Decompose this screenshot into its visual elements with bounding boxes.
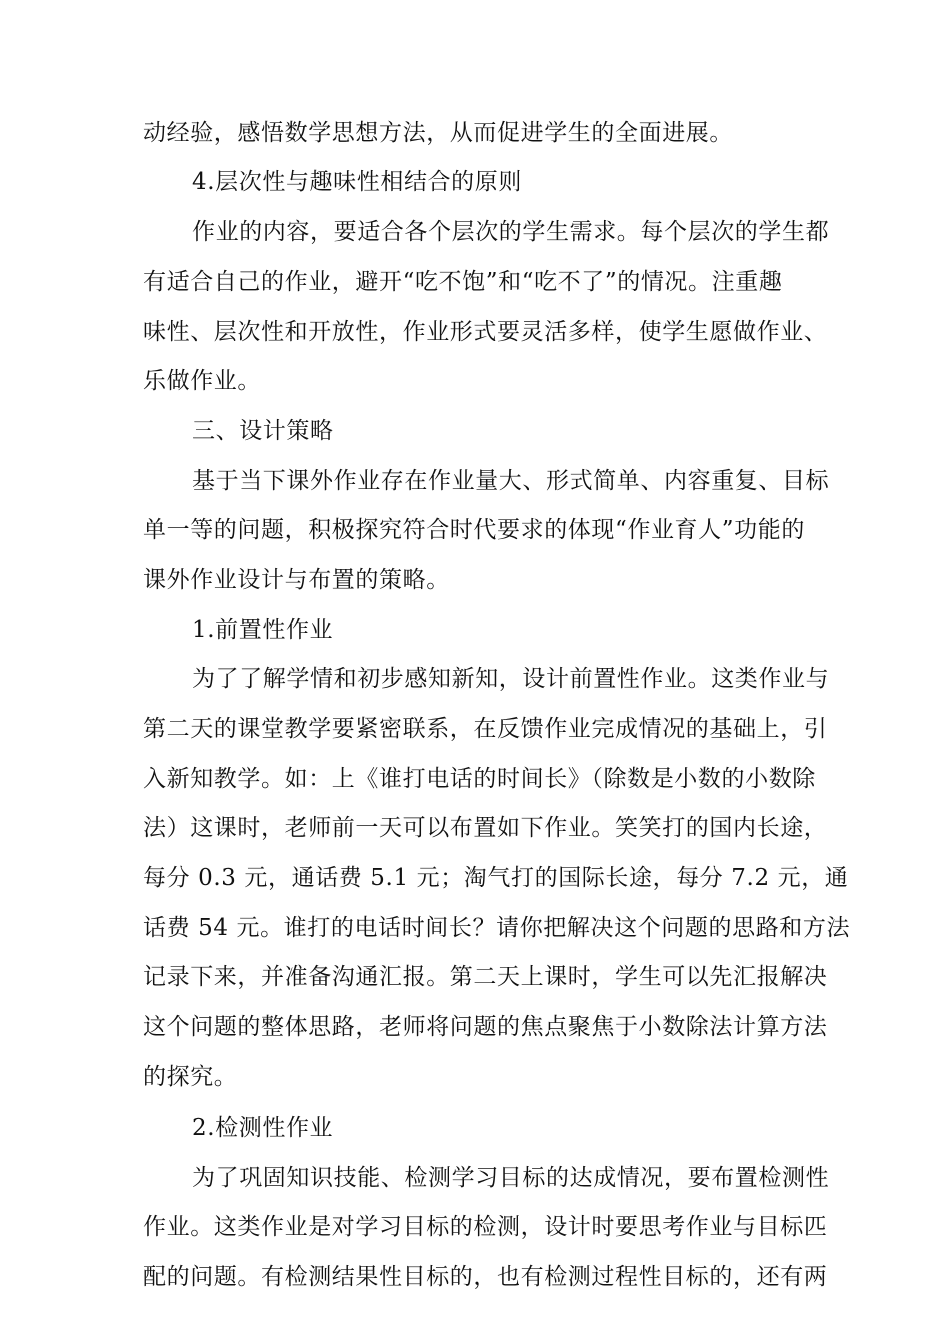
- paragraph-line: 作业的内容，要适合各个层次的学生需求。每个层次的学生都: [192, 219, 830, 245]
- paragraph-line: 乐做作业。: [143, 368, 261, 394]
- section-heading: 1.前置性作业: [192, 617, 334, 643]
- paragraph-line: 课外作业设计与布置的策略。: [143, 567, 450, 593]
- section-heading: 2.检测性作业: [192, 1115, 334, 1141]
- paragraph-line: 话费 54 元。谁打的电话时间长？请你把解决这个问题的思路和方法: [143, 915, 851, 941]
- paragraph-line: 动经验，感悟数学思想方法，从而促进学生的全面进展。: [143, 120, 733, 146]
- paragraph-line: 入新知教学。如：上《谁打电话的时间长》（除数是小数的小数除: [143, 766, 816, 792]
- paragraph-line: 味性、层次性和开放性，作业形式要灵活多样，使学生愿做作业、: [143, 319, 828, 345]
- paragraph-line: 基于当下课外作业存在作业量大、形式简单、内容重复、目标: [192, 468, 830, 494]
- paragraph-line: 这个问题的整体思路，老师将问题的焦点聚焦于小数除法计算方法: [143, 1014, 828, 1040]
- paragraph-line: 作业。这类作业是对学习目标的检测，设计时要思考作业与目标匹: [143, 1214, 828, 1240]
- paragraph-line: 单一等的问题，积极探究符合时代要求的体现“作业育人”功能的: [143, 517, 805, 543]
- paragraph-line: 为了了解学情和初步感知新知，设计前置性作业。这类作业与: [192, 666, 830, 692]
- paragraph-line: 配的问题。有检测结果性目标的，也有检测过程性目标的，还有两: [143, 1264, 828, 1290]
- paragraph-line: 第二天的课堂教学要紧密联系，在反馈作业完成情况的基础上，引: [143, 716, 828, 742]
- paragraph-line: 每分 0.3 元，通话费 5.1 元；淘气打的国际长途，每分 7.2 元，通: [143, 865, 849, 891]
- section-heading: 4.层次性与趣味性相结合的原则: [192, 169, 522, 195]
- paragraph-line: 法）这课时，老师前一天可以布置如下作业。笑笑打的国内长途，: [143, 815, 828, 841]
- section-heading: 三、设计策略: [192, 418, 334, 444]
- paragraph-line: 记录下来，并准备沟通汇报。第二天上课时，学生可以先汇报解决: [143, 964, 828, 990]
- paragraph-line: 有适合自己的作业，避开“吃不饱”和“吃不了”的情况。注重趣: [143, 269, 783, 295]
- paragraph-line: 为了巩固知识技能、检测学习目标的达成情况，要布置检测性: [192, 1165, 830, 1191]
- paragraph-line: 的探究。: [143, 1064, 238, 1090]
